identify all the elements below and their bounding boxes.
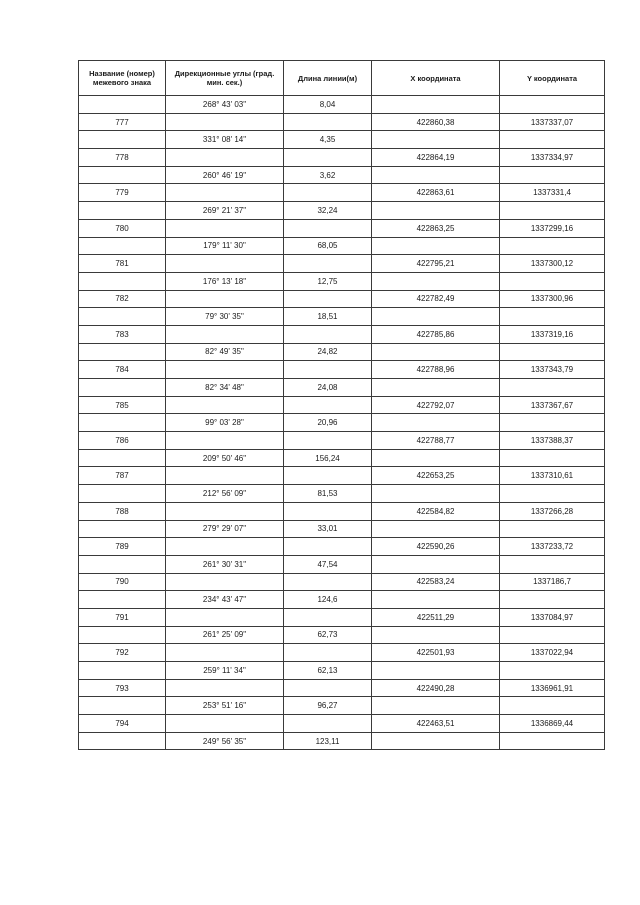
cell-length: 3,62: [284, 166, 372, 184]
header-length: Длина линии(м): [284, 61, 372, 96]
cell-name: 793: [79, 679, 166, 697]
point-row: [79, 184, 605, 202]
cell-x: 422463,51: [372, 715, 500, 733]
cell-y: [500, 308, 605, 326]
cell-y: [500, 732, 605, 750]
cell-angle: [166, 396, 284, 414]
cell-angle: 268° 43' 03": [166, 96, 284, 114]
table-body: [79, 96, 605, 750]
cell-x: [372, 131, 500, 149]
cell-length: [284, 432, 372, 450]
cell-name: 781: [79, 255, 166, 273]
point-row: [79, 644, 605, 662]
point-row: [79, 467, 605, 485]
table-header: [79, 61, 605, 96]
point-row: [79, 396, 605, 414]
point-row: [79, 573, 605, 591]
cell-name: 788: [79, 502, 166, 520]
cell-name: [79, 96, 166, 114]
cell-length: 12,75: [284, 272, 372, 290]
cell-length: 32,24: [284, 202, 372, 220]
cell-angle: 176° 13' 18": [166, 272, 284, 290]
cell-name: [79, 166, 166, 184]
cell-length: 47,54: [284, 555, 372, 573]
point-row: [79, 432, 605, 450]
cell-y: 1337186,7: [500, 573, 605, 591]
cell-angle: [166, 219, 284, 237]
cell-name: 778: [79, 149, 166, 167]
cell-length: 4,35: [284, 131, 372, 149]
cell-y: 1336869,44: [500, 715, 605, 733]
cell-length: [284, 219, 372, 237]
cell-x: 422863,61: [372, 184, 500, 202]
cell-y: 1337022,94: [500, 644, 605, 662]
point-row: [79, 325, 605, 343]
cell-angle: 82° 34' 48": [166, 379, 284, 397]
cell-name: 790: [79, 573, 166, 591]
cell-angle: 234° 43' 47": [166, 591, 284, 609]
cell-angle: 269° 21' 37": [166, 202, 284, 220]
cell-angle: [166, 325, 284, 343]
cell-x: [372, 343, 500, 361]
cell-angle: [166, 608, 284, 626]
cell-angle: [166, 467, 284, 485]
cell-name: [79, 343, 166, 361]
cell-angle: 253° 51' 16": [166, 697, 284, 715]
cell-y: [500, 96, 605, 114]
cell-x: 422653,25: [372, 467, 500, 485]
cell-x: [372, 485, 500, 503]
header-angle: Дирекционные углы (град. мин. сек.): [166, 61, 284, 96]
cell-name: 786: [79, 432, 166, 450]
cell-name: [79, 662, 166, 680]
cell-length: [284, 573, 372, 591]
segment-row: [79, 166, 605, 184]
cell-name: 792: [79, 644, 166, 662]
cell-y: [500, 131, 605, 149]
point-row: [79, 255, 605, 273]
cell-angle: 212° 56' 09": [166, 485, 284, 503]
cell-name: [79, 591, 166, 609]
cell-y: 1337233,72: [500, 538, 605, 556]
cell-y: [500, 379, 605, 397]
cell-angle: [166, 502, 284, 520]
cell-x: [372, 308, 500, 326]
segment-row: [79, 697, 605, 715]
segment-row: [79, 272, 605, 290]
cell-y: 1337331,4: [500, 184, 605, 202]
header-x: X координата: [372, 61, 500, 96]
cell-y: [500, 555, 605, 573]
cell-x: 422590,26: [372, 538, 500, 556]
point-row: [79, 290, 605, 308]
segment-row: [79, 343, 605, 361]
cell-x: 422860,38: [372, 113, 500, 131]
cell-angle: [166, 538, 284, 556]
segment-row: [79, 591, 605, 609]
cell-angle: 209° 50' 46": [166, 449, 284, 467]
cell-name: 777: [79, 113, 166, 131]
cell-name: 782: [79, 290, 166, 308]
segment-row: [79, 308, 605, 326]
point-row: [79, 608, 605, 626]
segment-row: [79, 520, 605, 538]
cell-name: [79, 449, 166, 467]
cell-angle: 249° 56' 35": [166, 732, 284, 750]
cell-length: [284, 361, 372, 379]
cell-length: [284, 325, 372, 343]
segment-row: [79, 449, 605, 467]
cell-length: [284, 608, 372, 626]
cell-angle: 331° 08' 14": [166, 131, 284, 149]
cell-x: 422795,21: [372, 255, 500, 273]
cell-length: [284, 255, 372, 273]
cell-y: [500, 662, 605, 680]
cell-angle: [166, 361, 284, 379]
segment-row: [79, 555, 605, 573]
cell-length: [284, 715, 372, 733]
cell-length: [284, 149, 372, 167]
cell-length: 33,01: [284, 520, 372, 538]
cell-length: 123,11: [284, 732, 372, 750]
cell-name: 787: [79, 467, 166, 485]
cell-x: [372, 272, 500, 290]
cell-length: [284, 502, 372, 520]
cell-angle: 261° 30' 31": [166, 555, 284, 573]
cell-y: 1337300,96: [500, 290, 605, 308]
cell-x: 422864,19: [372, 149, 500, 167]
cell-angle: 279° 29' 07": [166, 520, 284, 538]
cell-length: 68,05: [284, 237, 372, 255]
cell-name: 789: [79, 538, 166, 556]
cell-x: 422490,28: [372, 679, 500, 697]
cell-y: [500, 520, 605, 538]
cell-angle: [166, 113, 284, 131]
cell-x: 422583,24: [372, 573, 500, 591]
cell-length: 81,53: [284, 485, 372, 503]
cell-length: 18,51: [284, 308, 372, 326]
cell-angle: [166, 255, 284, 273]
cell-y: [500, 343, 605, 361]
cell-x: [372, 555, 500, 573]
cell-y: 1337299,16: [500, 219, 605, 237]
segment-row: [79, 732, 605, 750]
point-row: [79, 679, 605, 697]
cell-angle: 79° 30' 35": [166, 308, 284, 326]
cell-angle: 259° 11' 34": [166, 662, 284, 680]
cell-x: [372, 520, 500, 538]
cell-x: [372, 697, 500, 715]
coordinates-table: [78, 60, 605, 750]
cell-name: 783: [79, 325, 166, 343]
cell-x: 422788,77: [372, 432, 500, 450]
header-name: Название (номер) межевого знака: [79, 61, 166, 96]
cell-y: 1337300,12: [500, 255, 605, 273]
cell-length: 20,96: [284, 414, 372, 432]
cell-name: [79, 520, 166, 538]
header-y: Y координата: [500, 61, 605, 96]
cell-y: [500, 272, 605, 290]
cell-name: 791: [79, 608, 166, 626]
cell-angle: 260° 46' 19": [166, 166, 284, 184]
cell-y: 1337343,79: [500, 361, 605, 379]
segment-row: [79, 131, 605, 149]
cell-name: 785: [79, 396, 166, 414]
cell-length: [284, 538, 372, 556]
cell-x: 422501,93: [372, 644, 500, 662]
cell-length: [284, 396, 372, 414]
cell-y: [500, 166, 605, 184]
cell-y: [500, 449, 605, 467]
segment-row: [79, 96, 605, 114]
cell-angle: [166, 644, 284, 662]
cell-name: 784: [79, 361, 166, 379]
cell-length: [284, 113, 372, 131]
cell-name: [79, 308, 166, 326]
cell-name: [79, 272, 166, 290]
cell-x: 422792,07: [372, 396, 500, 414]
cell-name: 794: [79, 715, 166, 733]
cell-angle: [166, 573, 284, 591]
cell-name: [79, 555, 166, 573]
cell-y: 1337334,97: [500, 149, 605, 167]
point-row: [79, 502, 605, 520]
cell-angle: [166, 290, 284, 308]
point-row: [79, 361, 605, 379]
segment-row: [79, 414, 605, 432]
cell-name: 779: [79, 184, 166, 202]
cell-x: [372, 732, 500, 750]
cell-x: [372, 626, 500, 644]
segment-row: [79, 626, 605, 644]
cell-length: [284, 679, 372, 697]
cell-x: [372, 662, 500, 680]
cell-y: [500, 414, 605, 432]
segment-row: [79, 202, 605, 220]
cell-length: [284, 644, 372, 662]
cell-y: 1337367,67: [500, 396, 605, 414]
cell-y: [500, 202, 605, 220]
segment-row: [79, 237, 605, 255]
point-row: [79, 538, 605, 556]
cell-y: [500, 237, 605, 255]
cell-angle: [166, 715, 284, 733]
cell-angle: 82° 49' 35": [166, 343, 284, 361]
cell-y: 1337319,16: [500, 325, 605, 343]
cell-angle: [166, 184, 284, 202]
cell-length: 62,73: [284, 626, 372, 644]
cell-x: [372, 202, 500, 220]
cell-y: 1337084,97: [500, 608, 605, 626]
cell-x: [372, 449, 500, 467]
cell-name: [79, 697, 166, 715]
cell-x: 422584,82: [372, 502, 500, 520]
cell-length: 24,08: [284, 379, 372, 397]
cell-y: [500, 697, 605, 715]
cell-name: [79, 202, 166, 220]
cell-length: 96,27: [284, 697, 372, 715]
cell-x: 422785,86: [372, 325, 500, 343]
cell-y: [500, 626, 605, 644]
cell-angle: 179° 11' 30": [166, 237, 284, 255]
cell-length: 124,6: [284, 591, 372, 609]
cell-angle: [166, 679, 284, 697]
point-row: [79, 219, 605, 237]
cell-x: 422863,25: [372, 219, 500, 237]
cell-angle: 261° 25' 09": [166, 626, 284, 644]
cell-name: [79, 379, 166, 397]
cell-length: 24,82: [284, 343, 372, 361]
segment-row: [79, 379, 605, 397]
cell-y: [500, 485, 605, 503]
cell-x: [372, 379, 500, 397]
cell-name: [79, 131, 166, 149]
cell-x: [372, 237, 500, 255]
cell-y: 1337388,37: [500, 432, 605, 450]
cell-length: 8,04: [284, 96, 372, 114]
segment-row: [79, 662, 605, 680]
cell-y: [500, 591, 605, 609]
cell-angle: [166, 432, 284, 450]
cell-x: [372, 166, 500, 184]
cell-length: 156,24: [284, 449, 372, 467]
cell-y: 1337266,28: [500, 502, 605, 520]
cell-length: [284, 184, 372, 202]
point-row: [79, 715, 605, 733]
cell-y: 1337337,07: [500, 113, 605, 131]
cell-x: [372, 96, 500, 114]
cell-x: 422782,49: [372, 290, 500, 308]
cell-angle: [166, 149, 284, 167]
cell-length: [284, 467, 372, 485]
cell-y: 1336961,91: [500, 679, 605, 697]
cell-x: [372, 414, 500, 432]
segment-row: [79, 485, 605, 503]
cell-name: 780: [79, 219, 166, 237]
cell-x: [372, 591, 500, 609]
cell-x: 422511,29: [372, 608, 500, 626]
cell-angle: 99° 03' 28": [166, 414, 284, 432]
cell-x: 422788,96: [372, 361, 500, 379]
cell-name: [79, 732, 166, 750]
point-row: [79, 149, 605, 167]
cell-length: [284, 290, 372, 308]
cell-name: [79, 237, 166, 255]
cell-length: 62,13: [284, 662, 372, 680]
cell-y: 1337310,61: [500, 467, 605, 485]
cell-name: [79, 485, 166, 503]
cell-name: [79, 414, 166, 432]
cell-name: [79, 626, 166, 644]
point-row: [79, 113, 605, 131]
